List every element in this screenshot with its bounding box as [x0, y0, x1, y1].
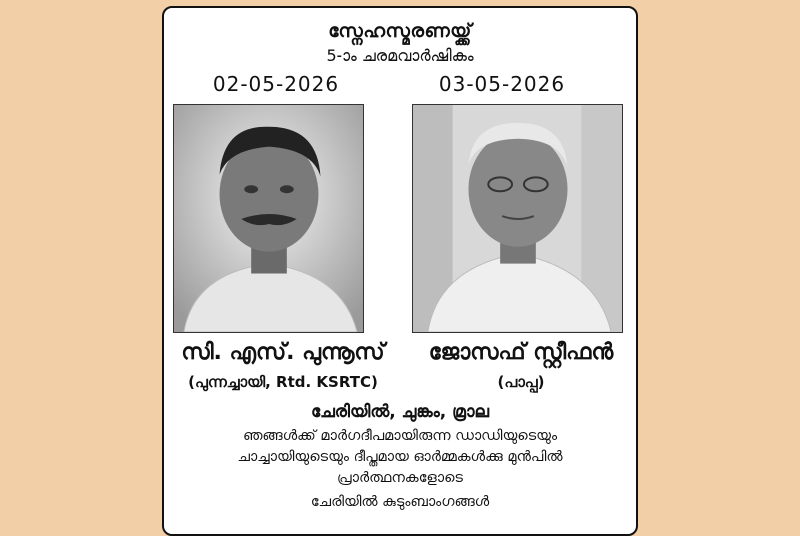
message-line: ചാച്ചായിയുടെയും ദീപ്തമായ ഓർമ്മകൾക്കു മുൻപിൽ	[237, 449, 563, 465]
anniversary-subheading: 5-ാം ചരമവാർഷികം	[326, 46, 474, 65]
right-portrait-photo	[412, 104, 623, 333]
family-signature: ചേരിയിൽ കുടുംബാംഗങ്ങൾ	[310, 494, 490, 510]
message-line: പ്രാർത്ഥനകളോടെ	[337, 470, 463, 486]
family-place: ചേരിയിൽ, ചുങ്കം, മ്രാല	[311, 402, 489, 422]
obituary-card	[162, 6, 638, 536]
left-date: 02-05-2026	[212, 72, 340, 96]
right-person-name: ജോസഫ് സ്റ്റീഫൻ	[428, 340, 614, 365]
message-line: ഞങ്ങൾക്ക് മാർഗദീപമായിരുന്ന ഡാഡിയുടെയും	[242, 428, 558, 444]
notice-heading: സ്നേഹസ്മരണയ്ക്ക്	[328, 20, 472, 42]
left-person-alias: (പുന്നച്ചായി, Rtd. KSRTC)	[188, 373, 378, 391]
right-person-alias: (പാപ്പ)	[497, 373, 545, 391]
left-person-name: സി. എസ്. പുന്നൂസ്	[181, 340, 385, 365]
right-date: 03-05-2026	[438, 72, 566, 96]
left-portrait-photo	[173, 104, 364, 333]
